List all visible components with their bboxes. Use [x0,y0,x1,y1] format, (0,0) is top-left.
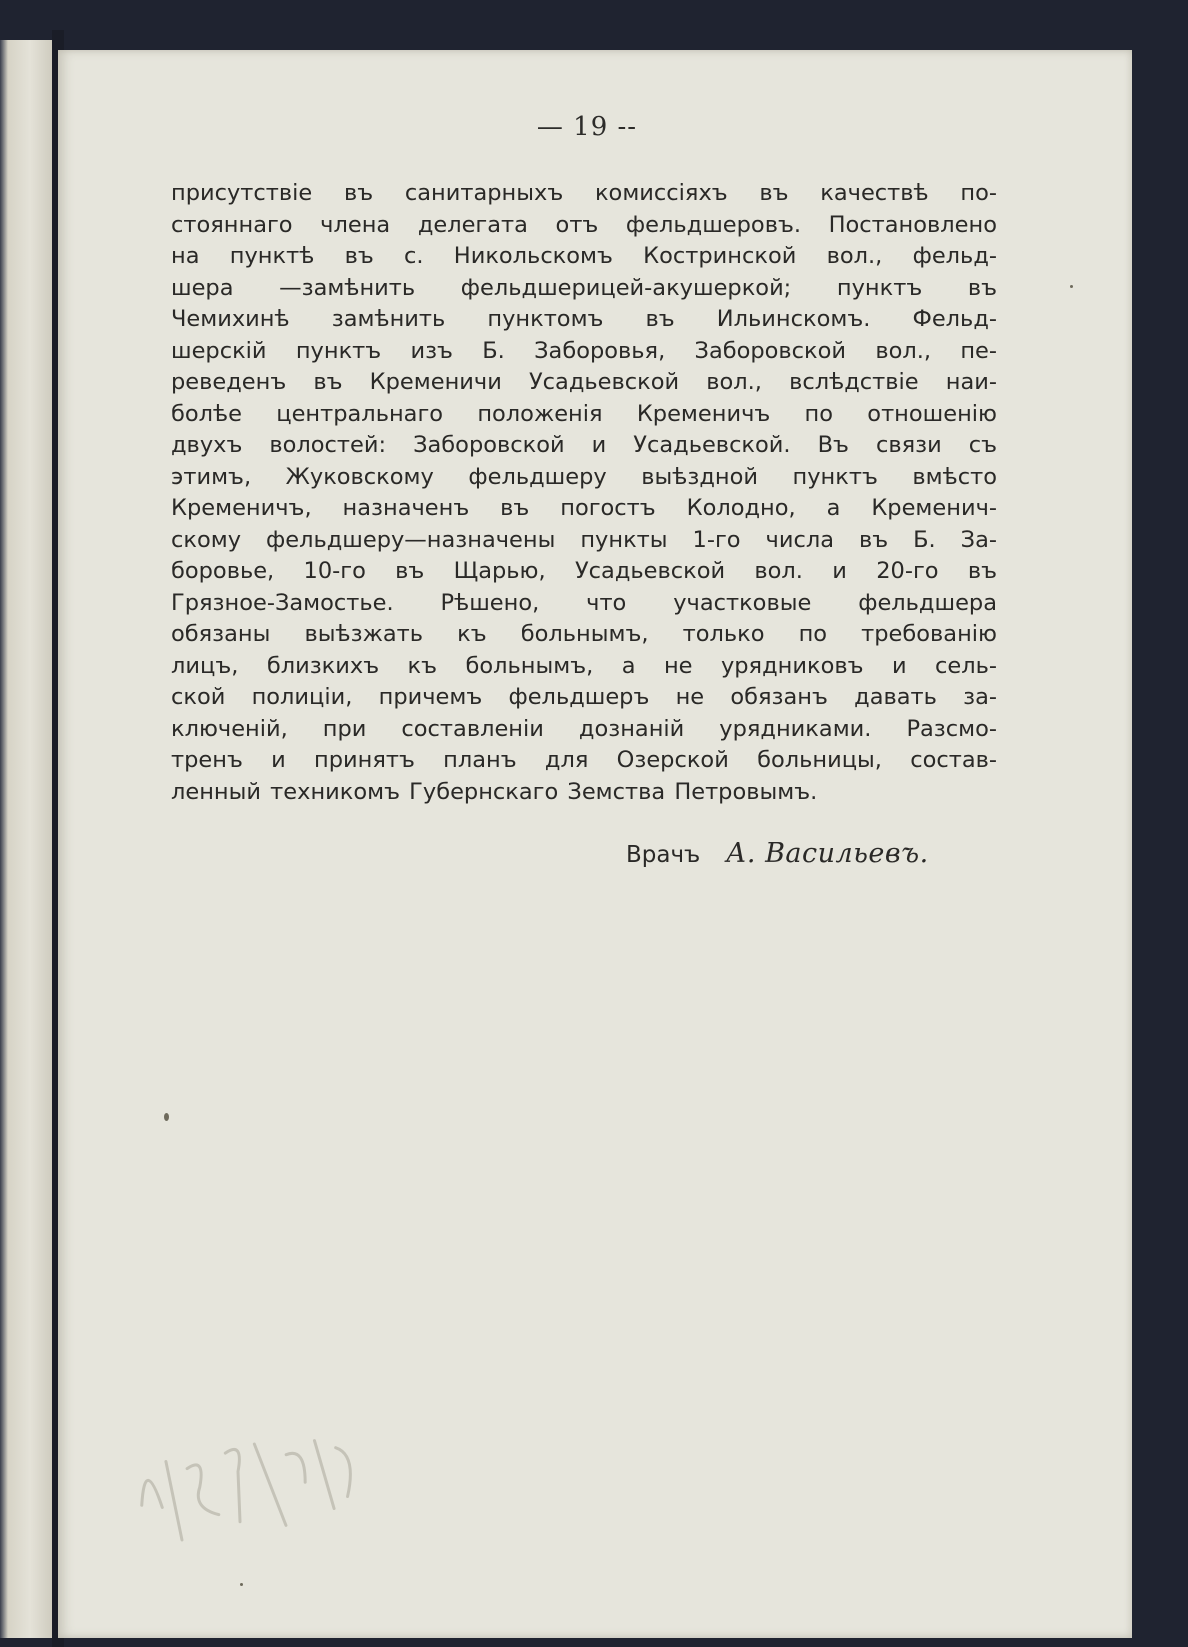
text-line: шера —замѣнить фельдшерицей-акушеркой; пунктъ въ [171,274,997,301]
text-line: скому фельдшеру—назначены пункты 1-го числа въ Б. За- [171,526,997,553]
paper-speck [164,1113,169,1121]
paper-speck [240,1583,243,1586]
text-line: Грязное-Замостье. Рѣшено, что участковые фельдшера [171,589,997,616]
text-line: ленный техникомъ Губернскаго Земства Петровымъ. [171,778,818,805]
paper-speck [1070,285,1073,288]
signature-block [626,838,929,869]
text-line: присутствіе въ санитарныхъ комиссіяхъ въ качествѣ по- [171,180,997,206]
text-line: тренъ и принятъ планъ для Озерской больницы, состав- [171,747,997,773]
signature-name: А. Васильевъ. [725,838,929,869]
text-line: Кременичъ, назначенъ въ погостъ Колодно, а Кременич- [171,495,997,521]
text-line: Чемихинѣ замѣнить пунктомъ въ Ильинскомъ. Фельд- [171,306,997,332]
previous-page-edge [0,40,60,1638]
text-line: ской полиціи, причемъ фельдшеръ не обязанъ давать за- [171,684,997,710]
text-line: ключеній, при составленіи дознаній урядниками. Разсмо- [171,715,997,742]
text-line: лицъ, близкихъ къ больнымъ, а не урядниковъ и сель- [171,652,997,679]
text-line: обязаны выѣзжать къ больнымъ, только по требованію [171,621,997,647]
text-line: болѣе центральнаго положенія Кременичъ по отношенію [171,400,997,427]
signature-title: Врачъ [626,842,701,868]
text-line: стояннаго члена делегата отъ фельдшеровъ. Постановлено [171,211,997,238]
page-number: — 19 -- [536,112,638,142]
body-text [171,178,997,808]
text-line: этимъ, Жуковскому фельдшеру выѣздной пунктъ вмѣсто [171,463,997,490]
text-line: шерскій пунктъ изъ Б. Заборовья, Заборовской вол., пе- [171,337,997,364]
text-line: на пунктѣ въ с. Никольскомъ Костринской вол., фельд- [171,243,997,269]
text-line: реведенъ въ Кременичи Усадьевской вол., вслѣдствіе наи- [171,369,997,395]
text-line: двухъ волостей: Заборовской и Усадьевской. Въ связи съ [171,432,997,458]
text-line: боровье, 10-го въ Щарью, Усадьевской вол. и 20-го въ [171,558,997,584]
